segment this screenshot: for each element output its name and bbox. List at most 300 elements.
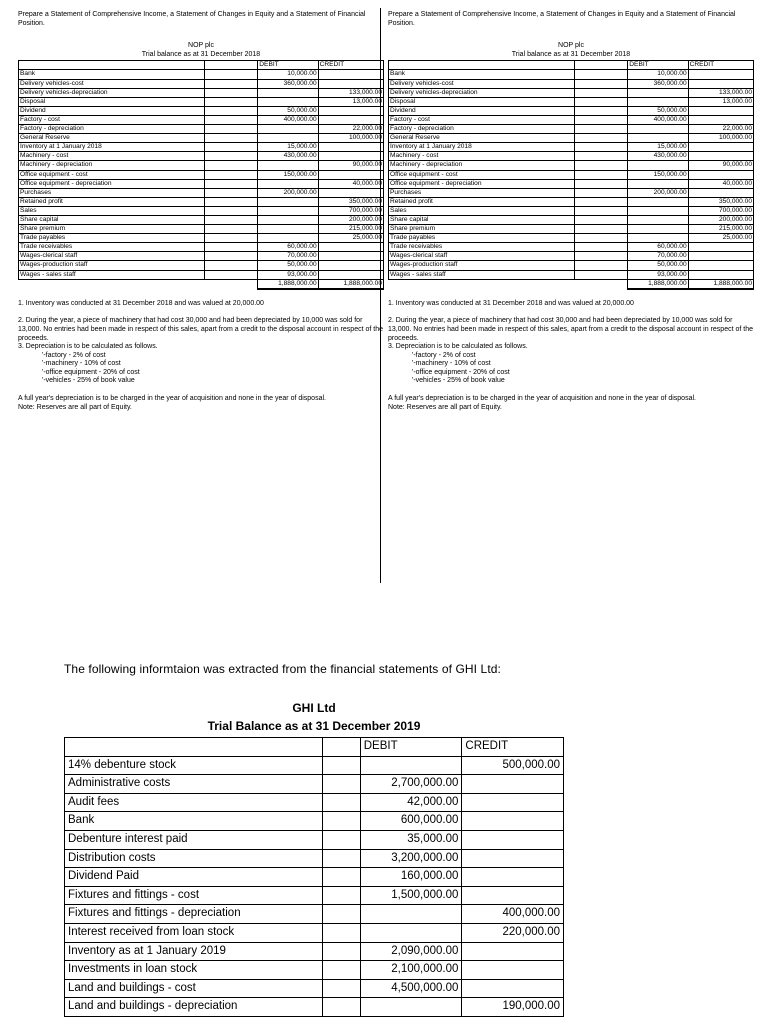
table-row (19, 179, 384, 188)
credit-value (688, 270, 753, 279)
account-name: Factory - depreciation (389, 125, 575, 134)
credit-value (462, 979, 564, 998)
spacer-cell (575, 70, 628, 79)
debit-value (360, 923, 462, 942)
credit-value: 100,000.00 (688, 134, 753, 143)
credit-value (688, 79, 753, 88)
depreciation-office-equipment: '-office equipment - 20% of cost (412, 368, 510, 376)
account-name: Audit fees (65, 793, 323, 812)
table-row (389, 79, 754, 88)
credit-value (318, 188, 383, 197)
debit-value: 60,000.00 (258, 243, 318, 252)
credit-value (462, 830, 564, 849)
table-header-row (389, 61, 754, 70)
credit-header: CREDIT (318, 61, 383, 70)
debit-value: 1,500,000.00 (360, 886, 462, 905)
company-name: NOP plc (558, 42, 584, 50)
debit-value: 2,700,000.00 (360, 775, 462, 794)
table-row (19, 97, 384, 106)
credit-value: 90,000.00 (688, 161, 753, 170)
spacer-cell (323, 886, 361, 905)
account-name: Purchases (389, 188, 575, 197)
spacer-cell (205, 188, 258, 197)
debit-value: 200,000.00 (258, 188, 318, 197)
table-row (389, 270, 754, 279)
nop-panel-left (18, 6, 384, 412)
credit-value: 133,000.00 (318, 88, 383, 97)
spacer-cell (205, 152, 258, 161)
credit-value: 40,000.00 (688, 179, 753, 188)
debit-value: 60,000.00 (628, 243, 688, 252)
account-name: Dividend (19, 106, 205, 115)
debit-value (628, 225, 688, 234)
spacer-cell (205, 106, 258, 115)
credit-value: 700,000.00 (318, 206, 383, 215)
table-row (19, 225, 384, 234)
account-name: Inventory as at 1 January 2019 (65, 942, 323, 961)
debit-value: 4,500,000.00 (360, 979, 462, 998)
table-row (389, 161, 754, 170)
account-name: Debenture interest paid (65, 830, 323, 849)
debit-header: DEBIT (258, 61, 318, 70)
spacer-cell (323, 830, 361, 849)
credit-value (318, 270, 383, 279)
credit-value: 40,000.00 (318, 179, 383, 188)
account-name: Wages-production staff (19, 261, 205, 270)
spacer-cell (205, 206, 258, 215)
credit-value (318, 143, 383, 152)
table-row (65, 812, 564, 831)
spacer-cell (205, 70, 258, 79)
trial-balance-body (389, 61, 754, 289)
credit-value (318, 170, 383, 179)
debit-value: 600,000.00 (360, 812, 462, 831)
account-name: Trade payables (19, 234, 205, 243)
table-row (19, 152, 384, 161)
spacer-cell (205, 125, 258, 134)
instruction-text: Prepare a Statement of Comprehensive Income, a Statement of Changes in Equity and a Statement of Financial Position. (18, 11, 366, 27)
spacer-cell (205, 134, 258, 143)
credit-value: 215,000.00 (318, 225, 383, 234)
debit-value: 15,000.00 (258, 143, 318, 152)
header-blank-cell (575, 61, 628, 70)
spacer-cell (575, 188, 628, 197)
debit-value: 70,000.00 (258, 252, 318, 261)
spacer-cell (575, 97, 628, 106)
debit-value: 10,000.00 (628, 70, 688, 79)
notes-section (388, 300, 754, 413)
spacer-cell (323, 849, 361, 868)
credit-value (318, 70, 383, 79)
debit-value: 400,000.00 (258, 115, 318, 124)
debit-value (258, 97, 318, 106)
trial-balance-title: Trial balance as at 31 December 2018 (141, 50, 261, 58)
account-name: General Reserve (19, 134, 205, 143)
credit-value (462, 942, 564, 961)
spacer-cell (205, 88, 258, 97)
total-row (19, 279, 384, 289)
spacer-cell (205, 197, 258, 206)
debit-value: 15,000.00 (628, 143, 688, 152)
table-row (389, 206, 754, 215)
full-year-depreciation-note: A full year's depreciation is to be charged in the year of acquisition and none in the year of disposal. (18, 395, 326, 403)
credit-value (688, 188, 753, 197)
table-row (389, 97, 754, 106)
credit-value (688, 243, 753, 252)
header-blank-cell (19, 61, 205, 70)
spacer-cell (575, 270, 628, 279)
credit-value (688, 252, 753, 261)
account-name: Share premium (19, 225, 205, 234)
debit-value: 93,000.00 (258, 270, 318, 279)
spacer-cell (575, 161, 628, 170)
total-credit: 1,888,000.00 (688, 279, 753, 289)
account-name: Factory - depreciation (19, 125, 205, 134)
depreciation-vehicles: '-vehicles - 25% of book value (412, 377, 505, 385)
reserves-note: Note: Reserves are all part of Equity. (388, 403, 502, 411)
debit-value (628, 234, 688, 243)
account-name: Sales (19, 206, 205, 215)
debit-value (258, 215, 318, 224)
table-row (389, 70, 754, 79)
account-name: 14% debenture stock (65, 756, 323, 775)
table-row (65, 886, 564, 905)
nop-panel-right (388, 6, 754, 412)
table-row (389, 125, 754, 134)
depreciation-machinery: '-machinery - 10% of cost (42, 360, 121, 368)
full-year-depreciation-note: A full year's depreciation is to be charged in the year of acquisition and none in the year of disposal. (388, 395, 696, 403)
debit-value: 400,000.00 (628, 115, 688, 124)
spacer-cell (323, 979, 361, 998)
debit-value (258, 125, 318, 134)
credit-value (688, 261, 753, 270)
account-name: Trade receivables (389, 243, 575, 252)
account-name: Factory - cost (19, 115, 205, 124)
spacer-cell (205, 234, 258, 243)
account-name: Office equipment - cost (19, 170, 205, 179)
reserves-note: Note: Reserves are all part of Equity. (18, 403, 132, 411)
table-row (19, 206, 384, 215)
credit-value (688, 170, 753, 179)
debit-value (628, 197, 688, 206)
table-row (65, 830, 564, 849)
account-name: Land and buildings - depreciation (65, 998, 323, 1017)
debit-value: 93,000.00 (628, 270, 688, 279)
credit-value: 350,000.00 (688, 197, 753, 206)
account-name: Wages - sales staff (389, 270, 575, 279)
header-blank-cell (205, 61, 258, 70)
table-row (389, 152, 754, 161)
trial-balance-table (388, 60, 754, 289)
account-name: Interest received from loan stock (65, 923, 323, 942)
table-row (19, 243, 384, 252)
header-blank-cell (323, 738, 361, 757)
table-row (19, 161, 384, 170)
credit-value: 25,000.00 (318, 234, 383, 243)
credit-value (462, 961, 564, 980)
table-row (389, 88, 754, 97)
debit-header: DEBIT (628, 61, 688, 70)
credit-value: 215,000.00 (688, 225, 753, 234)
account-name: General Reserve (389, 134, 575, 143)
spacer-cell (575, 125, 628, 134)
ghi-header-row (65, 738, 564, 757)
credit-value: 350,000.00 (318, 197, 383, 206)
table-row (389, 188, 754, 197)
table-row (19, 234, 384, 243)
spacer-cell (575, 88, 628, 97)
spacer-cell (205, 225, 258, 234)
spacer-cell (323, 793, 361, 812)
credit-value: 90,000.00 (318, 161, 383, 170)
credit-value (688, 115, 753, 124)
debit-value: 50,000.00 (258, 106, 318, 115)
credit-value (318, 261, 383, 270)
table-row (19, 261, 384, 270)
table-row (65, 793, 564, 812)
header-blank-cell (389, 61, 575, 70)
table-row (389, 106, 754, 115)
debit-value (628, 179, 688, 188)
debit-header: DEBIT (360, 738, 462, 757)
company-name: NOP plc (188, 42, 214, 50)
credit-value (688, 70, 753, 79)
account-name: Wages-production staff (389, 261, 575, 270)
spacer-cell (575, 252, 628, 261)
account-name: Investments in loan stock (65, 961, 323, 980)
total-credit: 1,888,000.00 (318, 279, 383, 289)
spacer-cell (323, 905, 361, 924)
debit-value: 360,000.00 (258, 79, 318, 88)
debit-value (628, 161, 688, 170)
table-row (389, 197, 754, 206)
table-row (19, 134, 384, 143)
table-row (389, 179, 754, 188)
table-row (389, 115, 754, 124)
credit-value (688, 143, 753, 152)
table-row (389, 234, 754, 243)
debit-value (360, 998, 462, 1017)
table-row (65, 868, 564, 887)
spacer-cell (205, 79, 258, 88)
spacer-cell (323, 961, 361, 980)
debit-value (628, 134, 688, 143)
table-row (19, 143, 384, 152)
spacer-cell (323, 756, 361, 775)
spacer-cell (323, 775, 361, 794)
account-name: Delivery vehicles-cost (19, 79, 205, 88)
table-row (65, 961, 564, 980)
spacer-cell (205, 143, 258, 152)
total-debit: 1,888,000.00 (258, 279, 318, 289)
debit-value: 430,000.00 (628, 152, 688, 161)
account-name: Purchases (19, 188, 205, 197)
account-name: Fixtures and fittings - cost (65, 886, 323, 905)
credit-value (462, 868, 564, 887)
spacer-cell (575, 206, 628, 215)
account-name: Disposal (19, 97, 205, 106)
spacer-cell (575, 170, 628, 179)
account-name: Wages-clerical staff (389, 252, 575, 261)
table-row (389, 225, 754, 234)
account-name: Retained profit (19, 197, 205, 206)
spacer-cell (575, 197, 628, 206)
account-name: Trade receivables (19, 243, 205, 252)
table-row (65, 998, 564, 1017)
spacer-cell (323, 998, 361, 1017)
spacer-cell (205, 115, 258, 124)
table-row (389, 252, 754, 261)
account-name: Machinery - depreciation (19, 161, 205, 170)
account-name: Delivery vehicles-depreciation (19, 88, 205, 97)
credit-value (688, 106, 753, 115)
spacer-cell (205, 97, 258, 106)
table-row (389, 243, 754, 252)
debit-value: 35,000.00 (360, 830, 462, 849)
account-name: Wages-clerical staff (19, 252, 205, 261)
table-row (65, 923, 564, 942)
credit-value (318, 79, 383, 88)
debit-value (258, 206, 318, 215)
table-row (19, 79, 384, 88)
credit-value: 133,000.00 (688, 88, 753, 97)
notes-section (18, 300, 384, 413)
account-name: Machinery - cost (19, 152, 205, 161)
account-name: Share capital (389, 215, 575, 224)
credit-header: CREDIT (462, 738, 564, 757)
spacer-cell (205, 170, 258, 179)
credit-value (318, 243, 383, 252)
spacer-cell (205, 215, 258, 224)
credit-value: 220,000.00 (462, 923, 564, 942)
credit-value (318, 106, 383, 115)
table-row (65, 849, 564, 868)
account-name: Bank (389, 70, 575, 79)
spacer-cell (323, 812, 361, 831)
credit-value (462, 886, 564, 905)
account-name: Bank (19, 70, 205, 79)
table-row (19, 252, 384, 261)
credit-value: 400,000.00 (462, 905, 564, 924)
credit-value: 190,000.00 (462, 998, 564, 1017)
depreciation-machinery: '-machinery - 10% of cost (412, 360, 491, 368)
table-row (389, 134, 754, 143)
debit-value: 150,000.00 (628, 170, 688, 179)
table-row (65, 775, 564, 794)
credit-value: 100,000.00 (318, 134, 383, 143)
credit-header: CREDIT (688, 61, 753, 70)
table-row (65, 905, 564, 924)
spacer-cell (575, 79, 628, 88)
credit-value: 22,000.00 (318, 125, 383, 134)
account-name: Administrative costs (65, 775, 323, 794)
header-blank-cell (65, 738, 323, 757)
table-row (19, 70, 384, 79)
spacer-cell (575, 179, 628, 188)
debit-value (628, 97, 688, 106)
account-name: Distribution costs (65, 849, 323, 868)
account-name: Share capital (19, 215, 205, 224)
note-3: 3. Depreciation is to be calculated as follows. (388, 343, 528, 351)
depreciation-office-equipment: '-office equipment - 20% of cost (42, 368, 140, 376)
credit-value (462, 812, 564, 831)
spacer-cell (205, 179, 258, 188)
table-row (19, 115, 384, 124)
debit-value (258, 197, 318, 206)
spacer-cell (575, 261, 628, 270)
credit-value: 200,000.00 (688, 215, 753, 224)
credit-value (688, 152, 753, 161)
debit-value: 430,000.00 (258, 152, 318, 161)
debit-value (360, 905, 462, 924)
note-1: 1. Inventory was conducted at 31 December 2018 and was valued at 20,000.00 (18, 299, 264, 307)
debit-value (258, 161, 318, 170)
debit-value: 2,100,000.00 (360, 961, 462, 980)
credit-value (318, 252, 383, 261)
credit-value (462, 849, 564, 868)
account-name: Inventory at 1 January 2018 (389, 143, 575, 152)
spacer-cell (575, 115, 628, 124)
credit-value (318, 152, 383, 161)
account-name: Dividend Paid (65, 868, 323, 887)
depreciation-factory: '-factory - 2% of cost (412, 351, 476, 359)
table-row (389, 261, 754, 270)
credit-value: 700,000.00 (688, 206, 753, 215)
account-name: Office equipment - depreciation (19, 179, 205, 188)
ghi-trial-balance-body (65, 738, 564, 1017)
account-name: Fixtures and fittings - depreciation (65, 905, 323, 924)
total-blank-cell (19, 279, 205, 289)
table-row (65, 942, 564, 961)
credit-value: 13,000.00 (688, 97, 753, 106)
account-name: Bank (65, 812, 323, 831)
account-name: Share premium (389, 225, 575, 234)
spacer-cell (323, 868, 361, 887)
total-debit: 1,888,000.00 (628, 279, 688, 289)
table-row (19, 125, 384, 134)
spacer-cell (575, 234, 628, 243)
account-name: Office equipment - depreciation (389, 179, 575, 188)
credit-value: 500,000.00 (462, 756, 564, 775)
debit-value (360, 756, 462, 775)
table-row (65, 756, 564, 775)
total-blank-cell (205, 279, 258, 289)
credit-value (318, 115, 383, 124)
table-row (19, 188, 384, 197)
account-name: Delivery vehicles-depreciation (389, 88, 575, 97)
spacer-cell (575, 143, 628, 152)
trial-balance-body (19, 61, 384, 289)
debit-value: 50,000.00 (258, 261, 318, 270)
total-blank-cell (575, 279, 628, 289)
spacer-cell (323, 923, 361, 942)
note-3: 3. Depreciation is to be calculated as follows. (18, 343, 158, 351)
note-2: 2. During the year, a piece of machinery that had cost 30,000 and had been depreciated by 10,000 was sold for 13,000. No entries had been made in respect of this sales, apart from a credit to the disposal account in respect of the proceeds. (18, 317, 383, 342)
spacer-cell (575, 106, 628, 115)
total-row (389, 279, 754, 289)
credit-value: 13,000.00 (318, 97, 383, 106)
debit-value: 42,000.00 (360, 793, 462, 812)
account-name: Machinery - depreciation (389, 161, 575, 170)
spacer-cell (575, 152, 628, 161)
account-name: Delivery vehicles-cost (389, 79, 575, 88)
table-row (19, 170, 384, 179)
spacer-cell (575, 134, 628, 143)
table-row (389, 170, 754, 179)
table-header-row (19, 61, 384, 70)
spacer-cell (205, 243, 258, 252)
total-blank-cell (389, 279, 575, 289)
